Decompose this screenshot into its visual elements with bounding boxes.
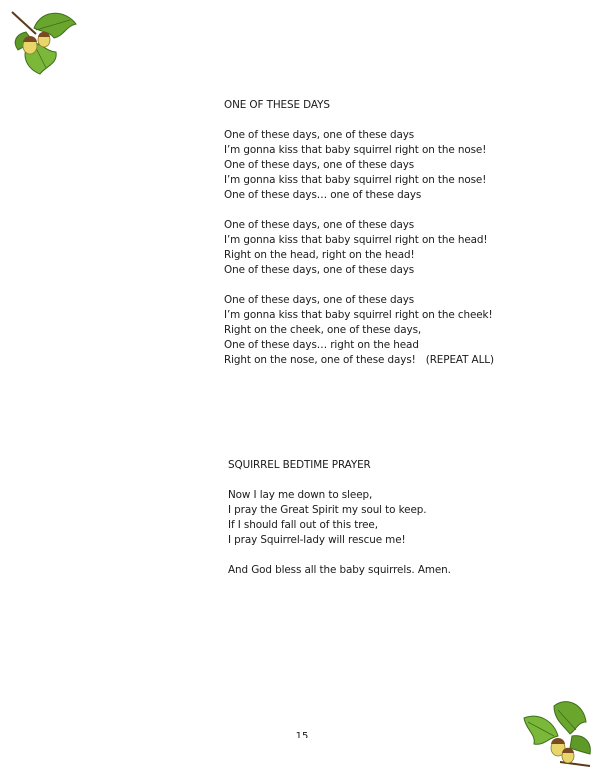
poem-line: I’m gonna kiss that baby squirrel right on the nose! bbox=[224, 174, 487, 186]
poem-line: Right on the cheek, one of these days, bbox=[224, 324, 422, 336]
poem-line: One of these days, one of these days bbox=[224, 264, 415, 276]
poem-line: One of these days… right on the head bbox=[224, 339, 419, 351]
poem-line-final bbox=[224, 353, 524, 368]
stanza bbox=[224, 293, 524, 368]
poem-title: ONE OF THESE DAYS bbox=[224, 99, 330, 111]
poem-line: One of these days, one of these days bbox=[224, 159, 415, 171]
poem-line: Now I lay me down to sleep, bbox=[228, 489, 373, 501]
poem-line: Right on the head, right on the head! bbox=[224, 249, 415, 261]
poem-title: SQUIRREL BEDTIME PRAYER bbox=[228, 459, 371, 471]
poem-line: One of these days, one of these days bbox=[224, 219, 415, 231]
repeat-note: (REPEAT ALL) bbox=[425, 354, 494, 366]
poem-line: I’m gonna kiss that baby squirrel right on the head! bbox=[224, 234, 488, 246]
page-number: 15 bbox=[295, 731, 309, 738]
stanza bbox=[228, 488, 528, 548]
poem-line: And God bless all the baby squirrels. Amen. bbox=[228, 564, 451, 576]
poem-line: One of these days, one of these days bbox=[224, 129, 415, 141]
stanza bbox=[228, 563, 528, 578]
stanza bbox=[224, 128, 524, 203]
poem-line: I’m gonna kiss that baby squirrel right on the cheek! bbox=[224, 309, 493, 321]
poem-line: I’m gonna kiss that baby squirrel right on the nose! bbox=[224, 144, 487, 156]
poem-line: One of these days… one of these days bbox=[224, 189, 422, 201]
poem-line: I pray Squirrel-lady will rescue me! bbox=[228, 534, 406, 546]
poem-line: If I should fall out of this tree, bbox=[228, 519, 378, 531]
poem-line: One of these days, one of these days bbox=[224, 294, 415, 306]
poem-one-of-these-days bbox=[224, 98, 524, 383]
acorn-leaves-icon bbox=[6, 6, 80, 76]
poem-line: I pray the Great Spirit my soul to keep. bbox=[228, 504, 427, 516]
poem-line-text: Right on the nose, one of these days! bbox=[224, 354, 416, 366]
acorn-leaves-icon bbox=[520, 696, 594, 768]
poem-squirrel-bedtime-prayer bbox=[228, 458, 528, 593]
stanza bbox=[224, 218, 524, 278]
